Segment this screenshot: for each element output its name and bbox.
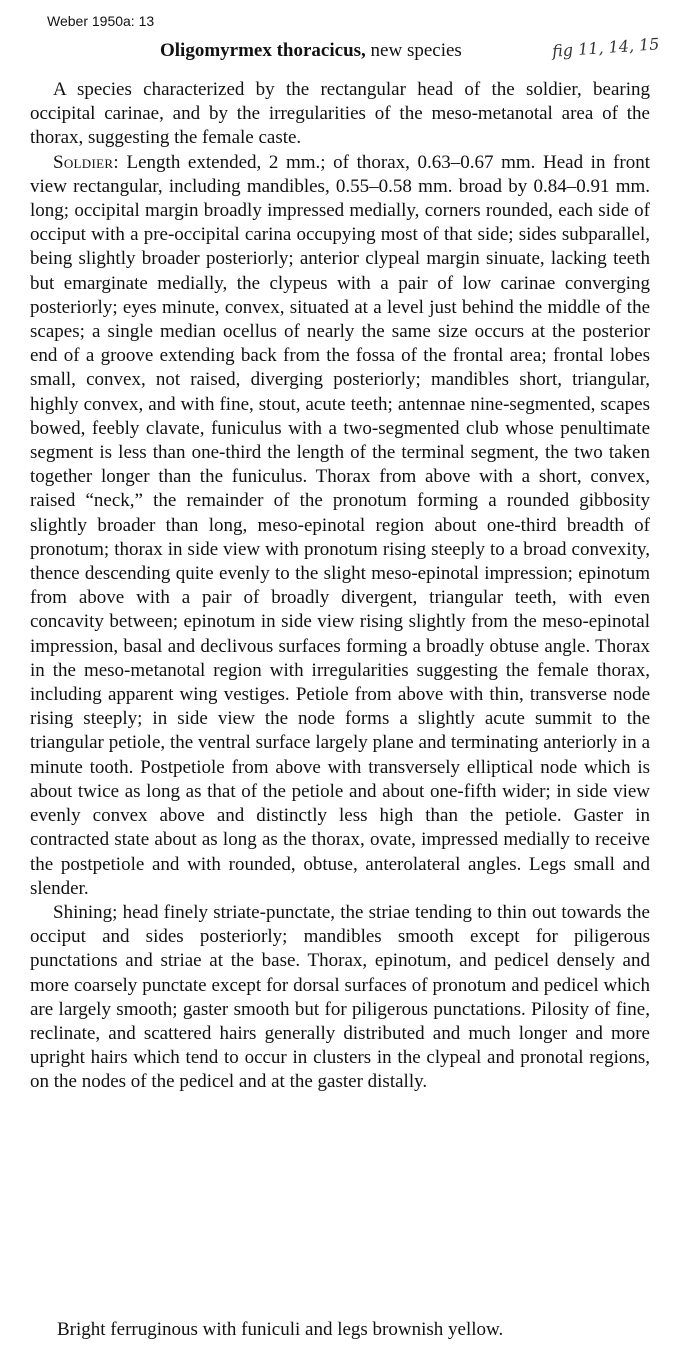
handwritten-annotation: fig 11, 14, 15 — [551, 34, 660, 61]
species-name: Oligomyrmex thoracicus, — [160, 40, 366, 61]
title-qualifier: new species — [370, 40, 462, 61]
intro-paragraph: A species characterized by the rectangular head of the soldier, bearing occipital carinae, and by the irregularities of the meso-metanotal area of the thorax, suggesting the female caste. — [30, 79, 650, 149]
species-title — [160, 40, 462, 62]
soldier-paragraph — [30, 151, 650, 901]
soldier-label: Soldier: — [53, 151, 119, 173]
sculpture-paragraph: Shining; head finely striate-punctate, the striae tending to thin out towards the occiput and sides posteriorly; mandibles smooth except for piligerous punctations and striae at the base. Thorax, epinotum, and pedicel densely and more coarsely punctate except for dorsal surfaces of pronotum and pedicel which are largely smooth; gaster smooth but for piligerous punctations. Pilosity of fine, reclinate, and scattered hairs generally distributed and much longer and more upright hairs which tend to occur in clusters in the clypeal and pronotal regions, on the nodes of the pedicel and at the gaster distally. — [30, 901, 650, 1093]
soldier-text: Length extended, 2 mm.; of thorax, 0.63–0.67 mm. Head in front view rectangular, including mandibles, 0.55–0.58 mm. broad by 0.84–0.91 mm. long; occipital margin broadly impressed medially, corners rounded, each side of occiput with a pre-occipital carina occupying most of that side; sides subparallel, being slightly broader posteriorly; anterior clypeal margin sinuate, lacking teeth but emarginate medially, the clypeus with a pair of low carinae converging posteriorly; eyes minute, convex, situated at a level just behind the middle of the scapes; a single median ocellus of nearly the same size occurs at the posterior end of a groove extending back from the fossa of the frontal area; frontal lobes small, convex, not raised, diverging posteriorly; mandibles short, triangular, highly convex, and with fine, stout, acute teeth; antennae nine-segmented, scapes bowed, feebly clavate, funiculus with a two-segmented club whose penultimate segment is less than one-third the length of the terminal segment, the two taken together longer than the funiculus. Thorax from above with a short, convex, raised “neck,” the remainder of the pronotum forming a rounded gibbosity slightly broader than long, meso-epinotal region about one-third breadth of pronotum; thorax in side view with pronotum rising steeply to a broad convexity, thence descending quite evenly to the slight meso-epinotal impression; epinotum from above with a pair of broadly divergent, triangular teeth, with even concavity between; epinotum in side view rising slightly from the meso-epinotal impression, basal and declivous surfaces forming a broadly obtuse angle. Thorax in the meso-metanotal region with irregularities suggesting the female thorax, including apparent wing vestiges. Petiole from above with thin, transverse node rising steeply; in side view the node forms a slightly acute summit to the triangular petiole, the ventral surface largely plane and terminating anteriorly in a minute tooth. Postpetiole from above with transversely elliptical node which is about twice as long as that of the petiole and about one-fifth wider; in side view evenly convex above and distinctly less high than the petiole. Gaster in contracted state about as long as the thorax, ovate, impressed medially to receive the postpetiole and with rounded, obtuse, anterolateral angles. Legs small and slender. — [30, 151, 650, 899]
color-paragraph: Bright ferruginous with funiculi and legs brownish yellow. — [57, 1319, 504, 1340]
title-row — [0, 34, 685, 68]
citation-label: Weber 1950a: 13 — [47, 13, 155, 29]
description-body — [30, 78, 650, 1095]
